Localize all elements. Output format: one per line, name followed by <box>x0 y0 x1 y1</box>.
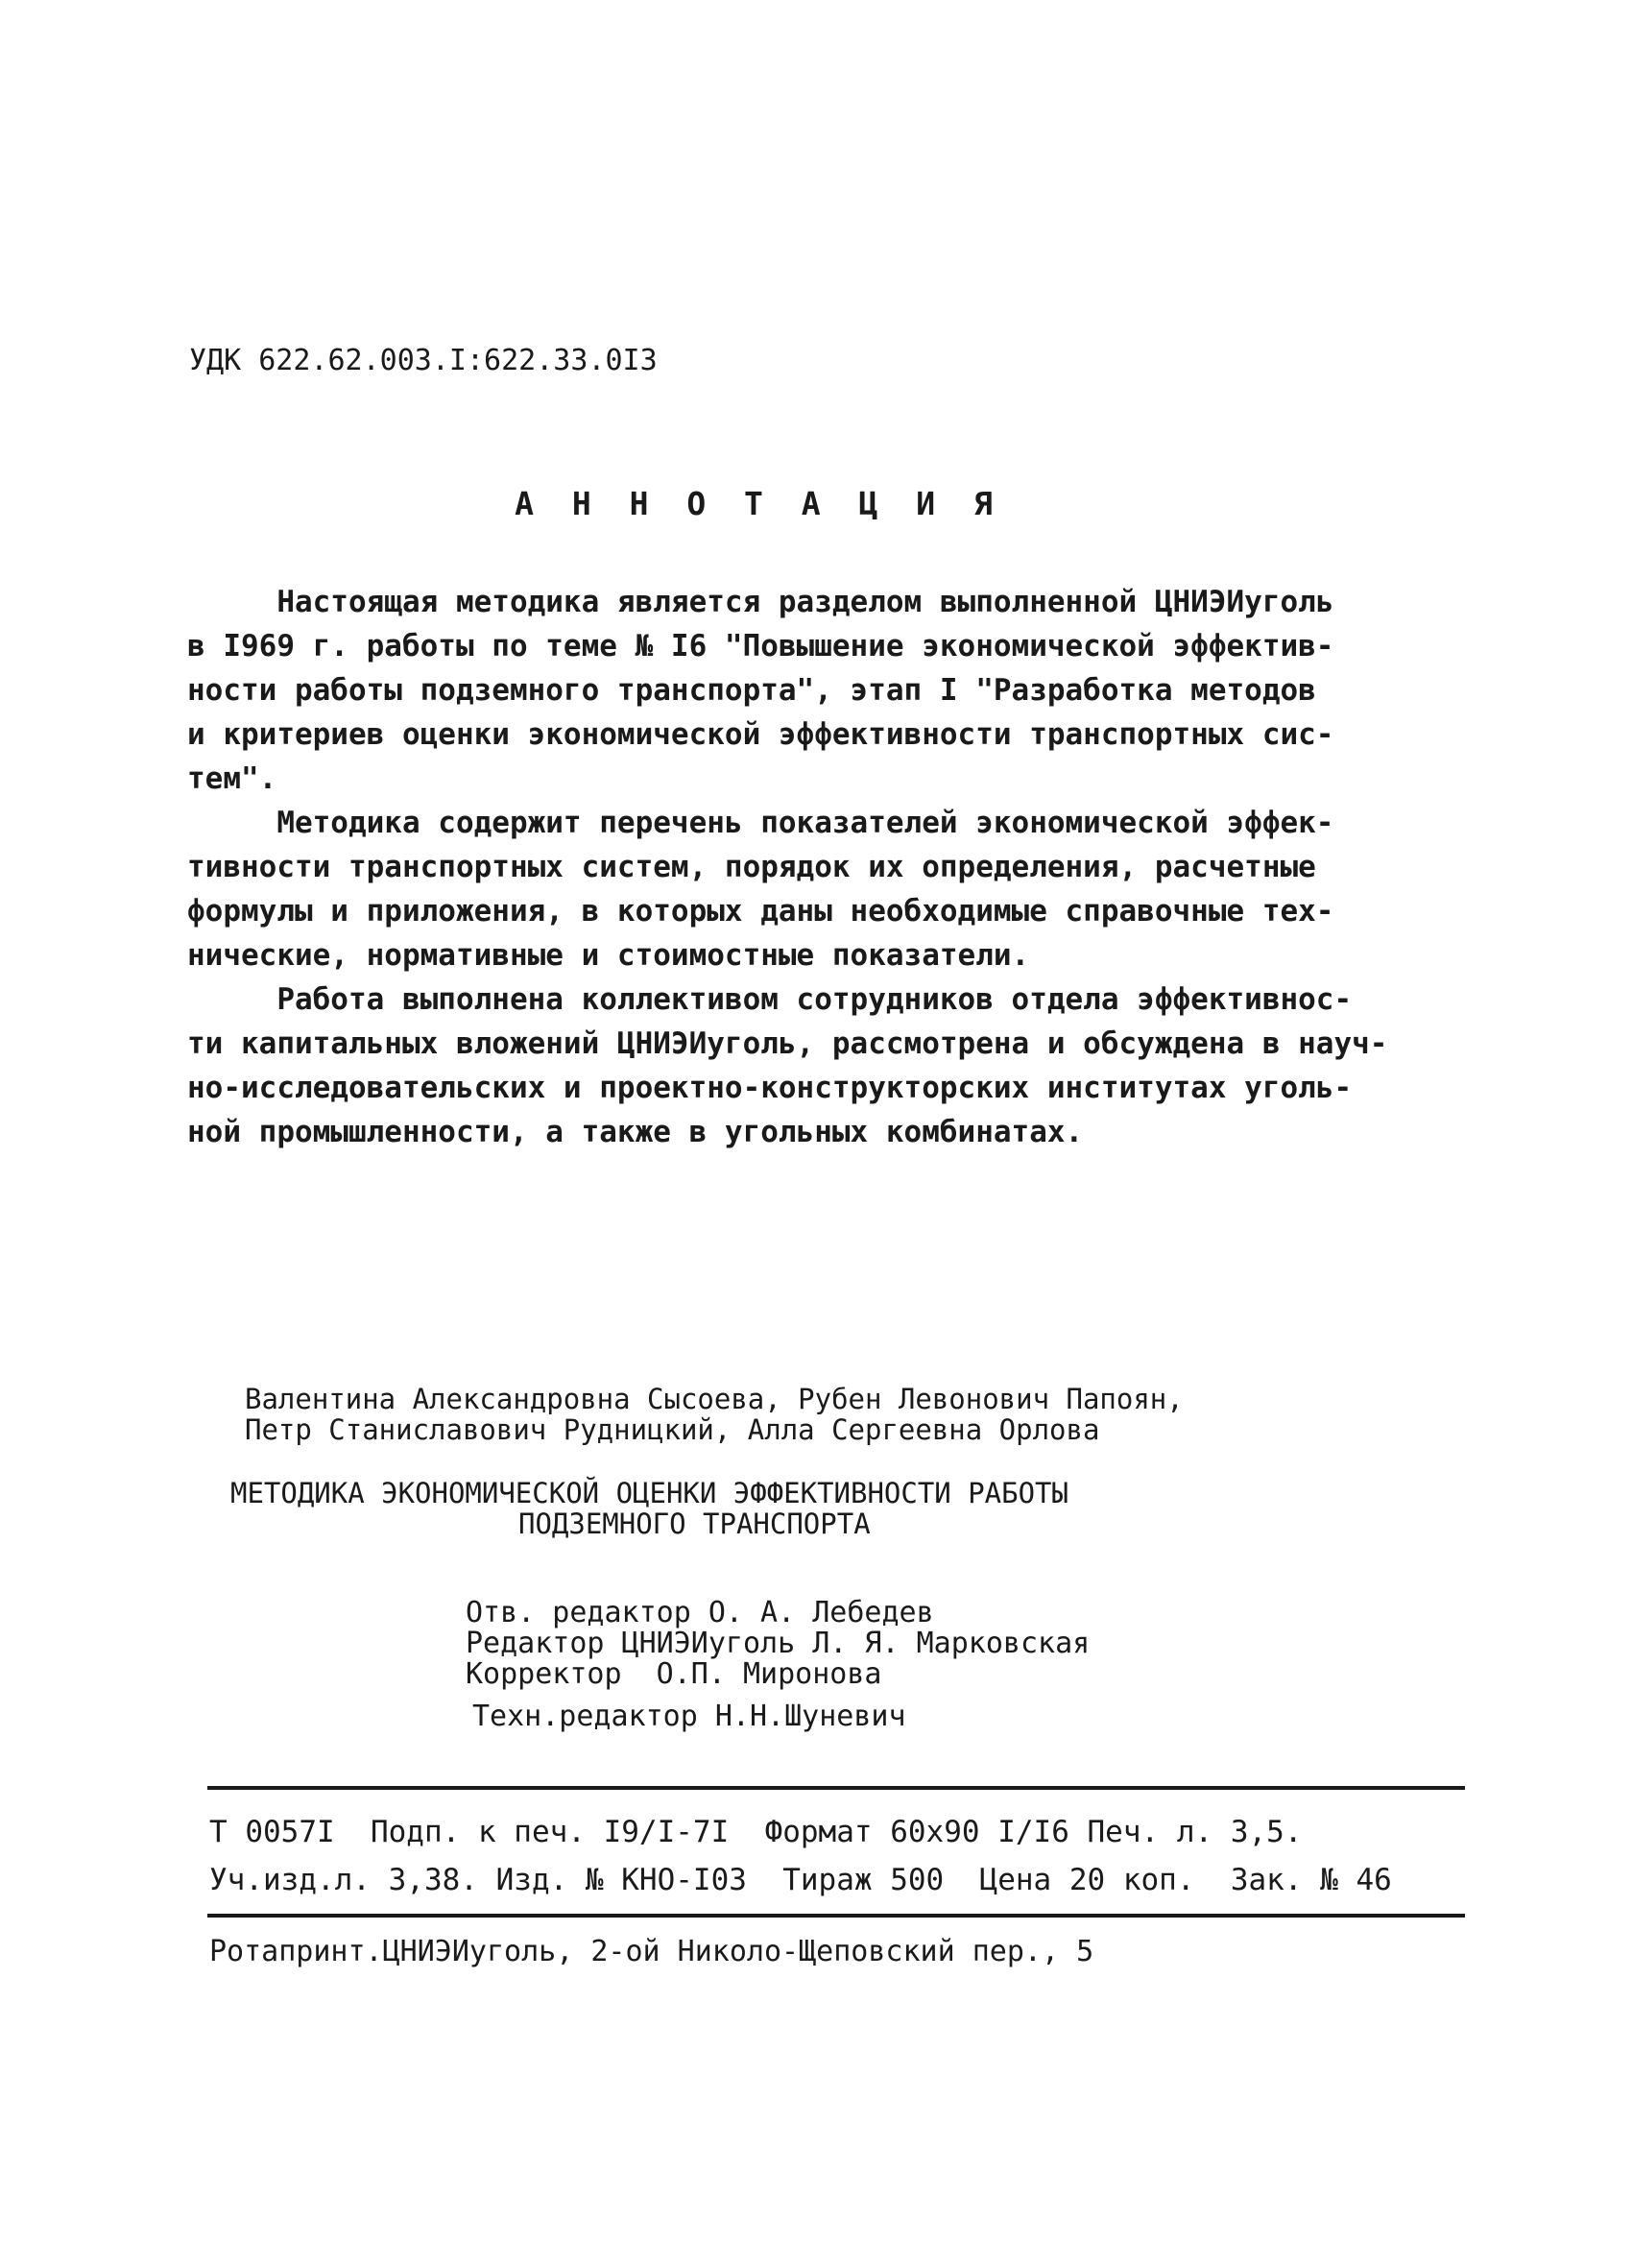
imprint-bottom-rule <box>207 1914 1465 1918</box>
annotation-line: тем". <box>187 761 277 796</box>
imprint-top-rule <box>207 1786 1465 1790</box>
imprint-line: Уч.изд.л. 3,38. Изд. № КНО-I03 Тираж 500 Цена 20 коп. Зак. № 46 <box>209 1863 1392 1897</box>
book-title-line: МЕТОДИКА ЭКОНОМИЧЕСКОЙ ОЦЕНКИ ЭФФЕКТИВНОСТИ РАБОТЫ <box>230 1477 1068 1509</box>
annotation-line: и критериев оценки экономической эффективности транспортных сис- <box>187 717 1334 752</box>
udk-code: УДК 622.62.003.I:622.33.0I3 <box>189 344 658 377</box>
annotation-line: ной промышленности, а также в угольных комбинатах. <box>187 1115 1084 1149</box>
editor-line: Техн.редактор Н.Н.Шуневич <box>472 1700 906 1733</box>
annotation-line: но-исследовательских и проектно-конструкторских институтах уголь- <box>187 1071 1353 1105</box>
editor-line: Отв. редактор О. А. Лебедев <box>466 1596 934 1629</box>
book-title-line: ПОДЗЕМНОГО ТРАНСПОРТА <box>518 1508 871 1540</box>
annotation-line: Работа выполнена коллективом сотрудников отдела эффективнос- <box>187 982 1353 1017</box>
editor-line: Редактор ЦНИЭИуголь Л. Я. Марковская <box>466 1627 1091 1660</box>
printer-line: Ротапринт.ЦНИЭИуголь, 2-ой Николо-Щеповский пер., 5 <box>209 1935 1094 1968</box>
authors-line: Валентина Александровна Сысоева, Рубен Левонович Папоян, <box>245 1383 1184 1415</box>
annotation-line: ти капитальных вложений ЦНИЭИуголь, рассмотрена и обсуждена в науч- <box>187 1026 1388 1061</box>
annotation-line: формулы и приложения, в которых даны необходимые справочные тех- <box>187 894 1334 929</box>
annotation-line: в I969 г. работы по теме № I6 "Повышение экономической эффектив- <box>187 629 1334 664</box>
imprint-line: Т 0057I Подп. к печ. I9/I-7I Формат 60x90 I/I6 Печ. л. 3,5. <box>209 1815 1303 1849</box>
annotation-line: ности работы подземного транспорта", этап I "Разработка методов <box>187 673 1316 708</box>
annotation-line: нические, нормативные и стоимостные показатели. <box>187 938 1030 973</box>
editor-line: Корректор О.П. Миронова <box>466 1657 882 1691</box>
annotation-title: А Н Н О Т А Ц И Я <box>515 485 1002 522</box>
annotation-line: тивности транспортных систем, порядок их определения, расчетные <box>187 850 1316 884</box>
authors-line: Петр Станиславович Рудницкий, Алла Сергеевна Орлова <box>245 1413 1100 1446</box>
annotation-line: Настоящая методика является разделом выполненной ЦНИЭИуголь <box>187 585 1334 619</box>
annotation-line: Методика содержит перечень показателей экономической эффек- <box>187 806 1334 840</box>
